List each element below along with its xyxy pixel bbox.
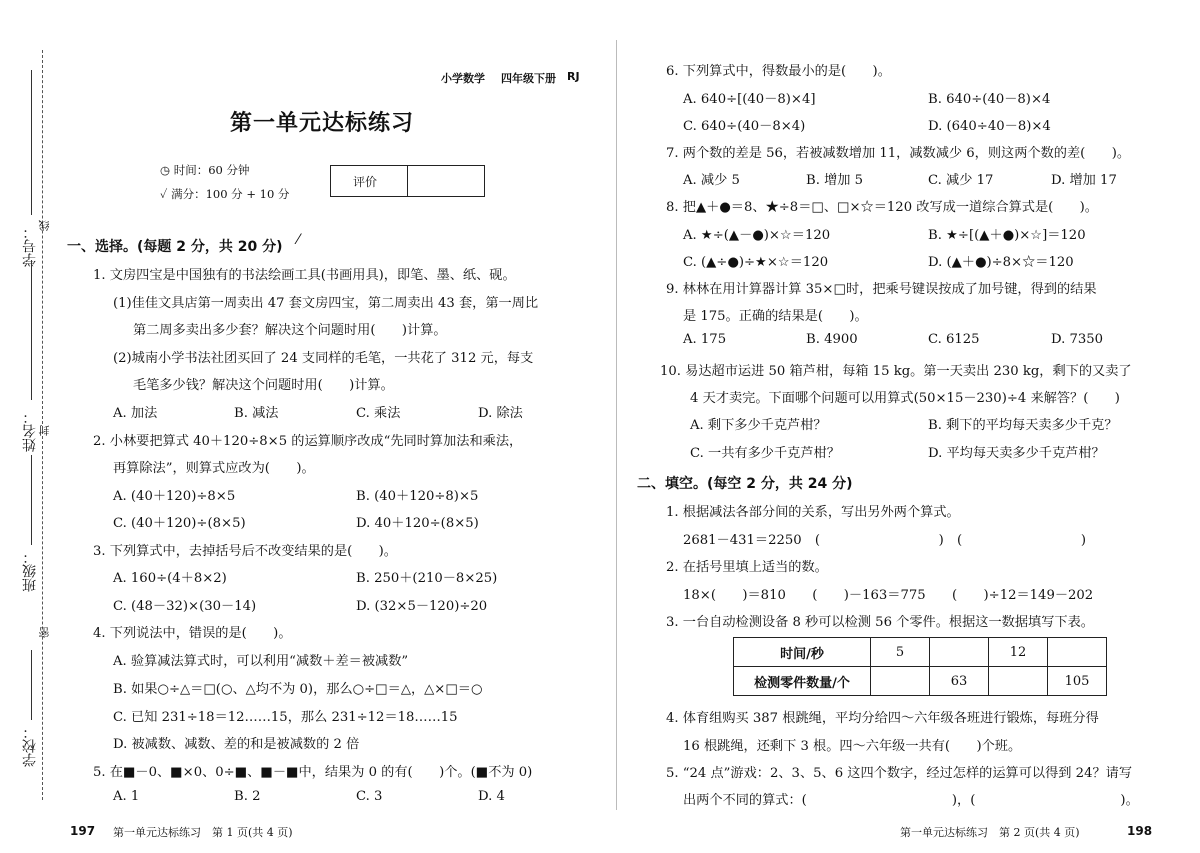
q9-stem-line2: 是 175。正确的结果是( )。	[683, 309, 868, 324]
q6-option-d[interactable]: D. (640÷40－8)×4	[928, 119, 1051, 134]
table-cell-input[interactable]	[930, 638, 989, 667]
table-cell-input[interactable]	[871, 667, 930, 696]
q9-option-b[interactable]: B. 4900	[806, 332, 858, 347]
q3-option-c[interactable]: C. (48－32)×(30－14)	[113, 599, 257, 614]
q5-option-c[interactable]: C. 3	[356, 789, 383, 804]
table-header-time: 时间/秒	[734, 638, 871, 667]
fill-q3-stem: 3. 一台自动检测设备 8 秒可以检测 56 个零件。根据这一数据填写下表。	[666, 615, 1094, 630]
q10-option-a[interactable]: A. 剩下多少千克芦柑？	[690, 418, 827, 433]
time-info	[160, 162, 250, 178]
q10-stem-line2: 4 天才卖完。下面哪个问题可以用算式(50×15－230)÷4 来解答？( )	[690, 391, 1120, 406]
table-row	[734, 667, 1107, 696]
q5-option-a[interactable]: A. 1	[113, 789, 140, 804]
name-field[interactable]	[31, 260, 32, 400]
page-title: 第一单元达标练习	[230, 110, 415, 136]
school-field[interactable]	[31, 650, 32, 720]
q9-stem-line1: 9. 林林在用计算器计算 35×□时，把乘号键误按成了加号键，得到的结果	[666, 282, 1097, 297]
clock-icon: ◷	[160, 163, 171, 177]
table-cell: 12	[989, 638, 1048, 667]
seal-mark-seal: 封	[38, 425, 51, 436]
fill-q5-line1: 5. “24 点”游戏：2、3、5、6 这四个数字，经过怎样的运算可以得到 24？请写	[666, 766, 1133, 781]
q7-option-d[interactable]: D. 增加 17	[1051, 173, 1117, 188]
evaluation-field[interactable]	[408, 166, 483, 196]
q5-option-d[interactable]: D. 4	[478, 789, 505, 804]
q4-option-d[interactable]: D. 被减数、减数、差的和是被减数的 2 倍	[113, 737, 360, 752]
q7-option-b[interactable]: B. 增加 5	[806, 173, 864, 188]
class-field[interactable]	[31, 455, 32, 545]
right-page-number: 198	[1127, 824, 1153, 838]
fill-q3-table	[733, 637, 1107, 696]
evaluation-label: 评价	[353, 175, 378, 189]
q10-option-c[interactable]: C. 一共有多少千克芦柑？	[690, 446, 840, 461]
score-info	[160, 186, 289, 202]
q7-stem: 7. 两个数的差是 56，若被减数增加 11，减数减少 6，则这两个数的差( )。	[666, 146, 1131, 161]
table-cell-input[interactable]	[989, 667, 1048, 696]
q2-option-b[interactable]: B. (40＋120÷8)×5	[356, 489, 479, 504]
q1-sub1-line1: (1)佳佳文具店第一周卖出 47 套文房四宝，第二周卖出 43 套，第一周比	[113, 296, 539, 311]
fill-q4-line2[interactable]: 16 根跳绳，还剩下 3 根。四～六年级一共有( )个班。	[683, 739, 1022, 754]
header-edition: RJ	[567, 70, 580, 83]
time-text: 时间：60 分钟	[173, 163, 250, 177]
q1-sub1-line2: 第二周多卖出多少套？解决这个问题时用( )计算。	[133, 323, 447, 338]
q1-option-a[interactable]: A. 加法	[113, 406, 158, 421]
q1-stem: 1. 文房四宝是中国独有的书法绘画工具(书画用具)，即笔、墨、纸、砚。	[93, 268, 516, 283]
q3-option-d[interactable]: D. (32×5－120)÷20	[356, 599, 488, 614]
check-icon: ✓	[160, 187, 168, 201]
q2-stem-line2: 再算除法”，则算式应改为( )。	[113, 461, 315, 476]
table-cell: 63	[930, 667, 989, 696]
student-number-label: 学号：	[22, 225, 38, 267]
q4-option-a[interactable]: A. 验算减法算式时，可以利用“减数＋差＝被减数”	[113, 654, 409, 669]
q8-option-a[interactable]: A. ★÷(▲－●)×☆＝120	[683, 228, 831, 243]
fill-q2-stem: 2. 在括号里填上适当的数。	[666, 560, 828, 575]
header-grade: 四年级下册	[501, 72, 556, 85]
q2-stem-line1: 2. 小林要把算式 40＋120÷8×5 的运算顺序改成“先同时算加法和乘法，	[93, 434, 523, 449]
q3-stem: 3. 下列算式中，去掉括号后不改变结果的是( )。	[93, 544, 397, 559]
q8-option-d[interactable]: D. (▲＋●)÷8×☆＝120	[928, 255, 1074, 270]
q9-option-c[interactable]: C. 6125	[928, 332, 980, 347]
q3-option-b[interactable]: B. 250＋(210－8×25)	[356, 571, 498, 586]
q6-option-b[interactable]: B. 640÷(40－8)×4	[928, 92, 1051, 107]
table-header-count: 检测零件数量/个	[734, 667, 871, 696]
q2-option-d[interactable]: D. 40＋120÷(8×5)	[356, 516, 479, 531]
q9-option-d[interactable]: D. 7350	[1051, 332, 1104, 347]
q2-option-c[interactable]: C. (40＋120)÷(8×5)	[113, 516, 246, 531]
q5-stem: 5. 在■－0、■×0、0÷■、■－■中，结果为 0 的有( )个。(■不为 0)	[93, 765, 533, 780]
school-label: 学校：	[22, 725, 38, 767]
q7-option-c[interactable]: C. 减少 17	[928, 173, 994, 188]
q4-option-c[interactable]: C. 已知 231÷18＝12……15，那么 231÷12＝18……15	[113, 710, 458, 725]
q8-stem: 8. 把▲＋●＝8、★÷8＝□、□×☆＝120 改写成一道综合算式是( )。	[666, 200, 1098, 215]
q6-option-c[interactable]: C. 640÷(40－8×4)	[683, 119, 806, 134]
left-page-number: 197	[70, 824, 96, 838]
left-footer-text: 第一单元达标练习 第 1 页(共 4 页)	[113, 826, 293, 839]
name-label: 姓名：	[22, 410, 38, 452]
q1-option-c[interactable]: C. 乘法	[356, 406, 401, 421]
q1-option-b[interactable]: B. 减法	[234, 406, 279, 421]
tick-mark-icon: ⁄	[297, 232, 300, 248]
page-divider	[616, 40, 617, 810]
q4-stem: 4. 下列说法中，错误的是( )。	[93, 626, 292, 641]
section1-heading: 一、选择。(每题 2 分，共 20 分)	[67, 239, 283, 255]
evaluation-box	[330, 165, 485, 197]
table-cell: 5	[871, 638, 930, 667]
q10-option-b[interactable]: B. 剩下的平均每天卖多少千克？	[928, 418, 1118, 433]
seal-mark-line: 线	[38, 220, 51, 231]
q1-sub2-line1: (2)城南小学书法社团买回了 24 支同样的毛笔，一共花了 312 元，每支	[113, 351, 534, 366]
seal-mark-close: 密	[38, 627, 51, 638]
q9-option-a[interactable]: A. 175	[683, 332, 727, 347]
student-number-field[interactable]	[31, 70, 32, 215]
q6-stem: 6. 下列算式中，得数最小的是( )。	[666, 64, 891, 79]
q4-option-b[interactable]: B. 如果○÷△＝□(○、△均不为 0)，那么○÷□＝△，△×□＝○	[113, 682, 483, 697]
q8-option-b[interactable]: B. ★÷[(▲＋●)×☆]＝120	[928, 228, 1086, 243]
fill-q4-line1: 4. 体育组购买 387 根跳绳，平均分给四～六年级各班进行锻炼，每班分得	[666, 711, 1099, 726]
q1-sub2-line2: 毛笔多少钱？解决这个问题时用( )计算。	[133, 378, 394, 393]
table-row	[734, 638, 1107, 667]
q1-option-d[interactable]: D. 除法	[478, 406, 523, 421]
q2-option-a[interactable]: A. (40＋120)÷8×5	[113, 489, 236, 504]
q3-option-a[interactable]: A. 160÷(4＋8×2)	[113, 571, 227, 586]
q10-stem-line1: 10. 易达超市运进 50 箱芦柑，每箱 15 kg。第一天卖出 230 kg，剩下的又卖了	[660, 364, 1132, 379]
q7-option-a[interactable]: A. 减少 5	[683, 173, 740, 188]
table-cell-input[interactable]	[1048, 638, 1107, 667]
q5-option-b[interactable]: B. 2	[234, 789, 261, 804]
fill-q1-stem: 1. 根据减法各部分间的关系，写出另外两个算式。	[666, 505, 960, 520]
fill-q5-line2[interactable]: 出两个不同的算式：( )，( )。	[683, 793, 1139, 808]
fill-q2-line[interactable]: 18×( )＝810 ( )－163＝775 ( )÷12＝149－202	[683, 588, 1094, 603]
q8-option-c[interactable]: C. (▲÷●)÷★×☆＝120	[683, 255, 829, 270]
section2-heading: 二、填空。(每空 2 分，共 24 分)	[637, 476, 853, 492]
score-text: 满分：100 分 + 10 分	[171, 187, 290, 201]
header-subject: 小学数学	[441, 72, 485, 85]
table-cell: 105	[1048, 667, 1107, 696]
right-footer-text: 第一单元达标练习 第 2 页(共 4 页)	[900, 826, 1080, 839]
q6-option-a[interactable]: A. 640÷[(40－8)×4]	[683, 92, 816, 107]
q10-option-d[interactable]: D. 平均每天卖多少千克芦柑？	[928, 446, 1105, 461]
fill-q1-line[interactable]: 2681－431＝2250 ( ) ( )	[683, 533, 1086, 548]
class-label: 班级：	[22, 550, 38, 592]
